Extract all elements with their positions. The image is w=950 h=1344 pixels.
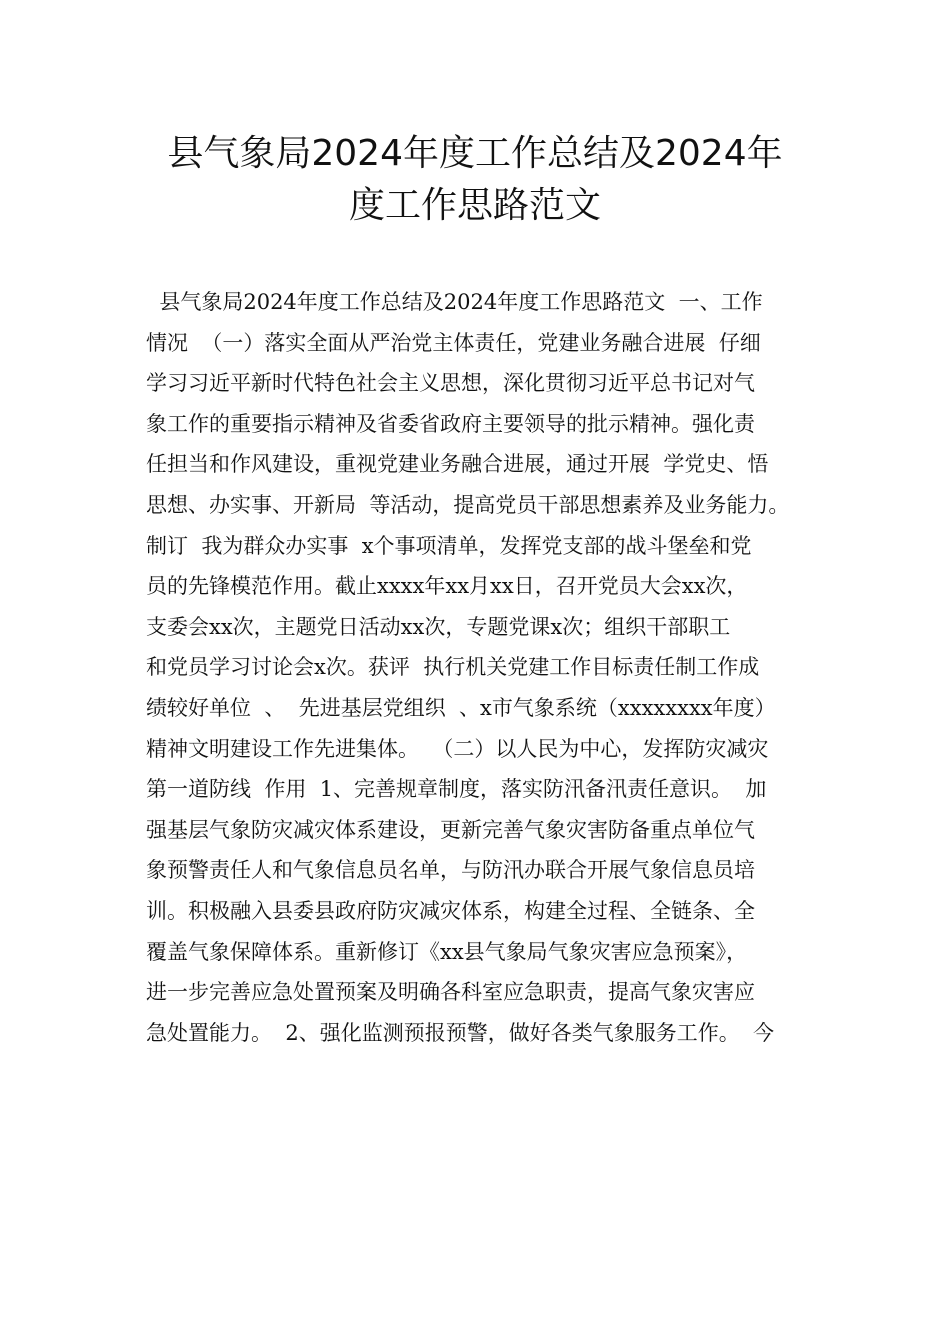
body-line: 训。积极融入县委县政府防灾减灾体系，构建全过程、全链条、全 xyxy=(146,898,755,923)
body-line: 任担当和作风建设，重视党建业务融合进展，通过开展 学党史、悟 xyxy=(146,452,769,477)
body-line: 思想、办实事、开新局 等活动，提高党员干部思想素养及业务能力。 xyxy=(146,492,790,517)
title-line-1: 县气象局2024年度工作总结及2024年 xyxy=(167,133,783,174)
body-line: 和党员学习讨论会x次。获评 执行机关党建工作目标责任制工作成 xyxy=(146,655,760,680)
body-line: 支委会xx次，主题党日活动xx次，专题党课x次；组织干部职工 xyxy=(146,614,731,639)
body-line: 强基层气象防灾减灾体系建设，更新完善气象灾害防备重点单位气 xyxy=(146,817,755,842)
body-line: 进一步完善应急处置预案及明确各科室应急职责，提高气象灾害应 xyxy=(146,980,755,1005)
body-line: 情况 （一）落实全面从严治党主体责任，党建业务融合进展 仔细 xyxy=(146,330,761,355)
body-line: 县气象局2024年度工作总结及2024年度工作思路范文 一、工作 xyxy=(146,290,763,314)
body-line: 象工作的重要指示精神及省委省政府主要领导的批示精神。强化责 xyxy=(146,411,755,436)
body-line: 员的先锋模范作用。截止xxxx年xx月xx日，召开党员大会xx次， xyxy=(146,574,748,599)
body-line: 精神文明建设工作先进集体。 （二）以人民为中心，发挥防灾减灾 xyxy=(146,736,769,761)
document-title xyxy=(110,128,840,232)
body-line: 学习习近平新时代特色社会主义思想，深化贯彻习近平总书记对气 xyxy=(146,371,755,396)
body-line: 急处置能力。 2、强化监测预报预警，做好各类气象服务工作。 今 xyxy=(146,1020,775,1045)
body-line: 绩较好单位 、 先进基层党组织 、x市气象系统（xxxxxxxx年度） xyxy=(146,695,776,720)
body-line: 象预警责任人和气象信息员名单，与防汛办联合开展气象信息员培 xyxy=(146,858,755,883)
document-body xyxy=(146,282,826,1053)
body-line: 制订 我为群众办实事 x个事项清单，发挥党支部的战斗堡垒和党 xyxy=(146,533,752,558)
title-line-2: 度工作思路范文 xyxy=(348,185,601,226)
body-line: 覆盖气象保障体系。重新修订《xx县气象局气象灾害应急预案》， xyxy=(146,939,748,964)
body-line: 第一道防线 作用 1、完善规章制度，落实防汛备汛责任意识。 加 xyxy=(146,777,767,802)
